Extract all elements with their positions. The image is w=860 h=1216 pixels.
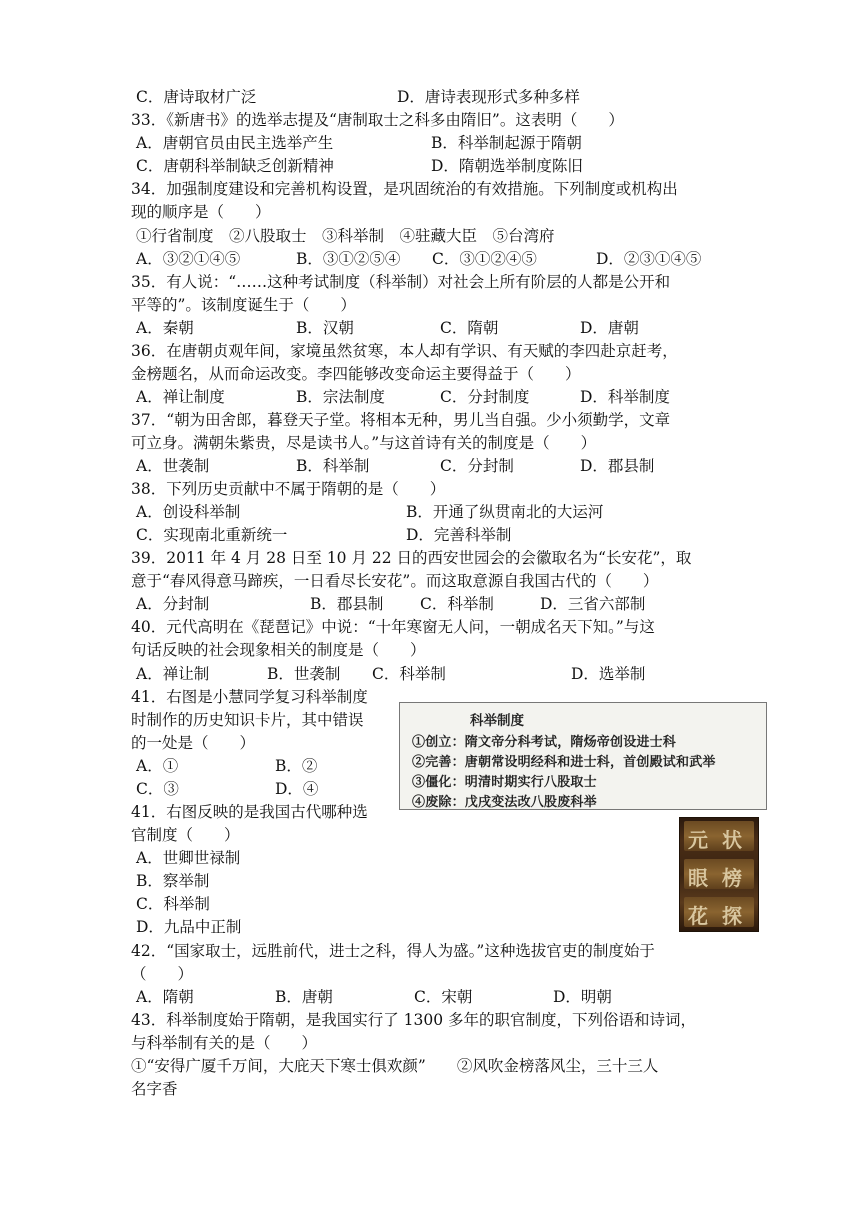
text-line: C．科举制 [372, 665, 446, 683]
text-line: D．完善科举制 [406, 526, 512, 544]
text-line: 金榜题名，从而命运改变。李四能够改变命运主要得益于（ ） [131, 365, 581, 383]
text-line: C．科举制 [420, 595, 494, 613]
plaque-glyph: 花 [688, 904, 708, 928]
text-line: C．分封制 [440, 457, 514, 475]
text-line: A．隋朝 [136, 988, 194, 1006]
text-line: 35．有人说：“……这种考试制度（科举制）对社会上所有阶层的人都是公开和 [131, 273, 671, 291]
text-line: B．察举制 [136, 872, 210, 890]
text-line: 33．《新唐书》的选举志提及“唐制取士之科多由隋旧”。这表明（ ） [131, 111, 624, 129]
text-line: 名字香 [131, 1080, 178, 1098]
text-line: B．世袭制 [267, 665, 341, 683]
card-row-4: ④废除：戊戌变法改八股废科举 [412, 795, 597, 810]
card-row-2: ②完善：唐朝常设明经科和进士科，首创殿试和武举 [412, 755, 716, 770]
text-line: D．明朝 [553, 988, 612, 1006]
card-row-1: ①创立：隋文帝分科考试，隋炀帝创设进士科 [412, 735, 677, 750]
text-line: 40．元代高明在《琵琶记》中说：“十年寒窗无人问，一朝成名天下知。”与这 [131, 618, 655, 636]
plaque-glyph: 状 [722, 828, 742, 852]
text-line: C．科举制 [136, 895, 210, 913]
text-line: B．科举制起源于隋朝 [431, 134, 582, 152]
text-line: 平等的”。该制度诞生于（ ） [131, 296, 356, 314]
text-line: 官制度（ ） [131, 826, 240, 844]
text-line: A．世卿世禄制 [136, 849, 241, 867]
card-row-3: ③僵化：明清时期实行八股取士 [412, 775, 597, 790]
text-line: C．隋朝 [440, 319, 499, 337]
text-line: 34．加强制度建设和完善机构设置，是巩固统治的有效措施。下列制度或机构出 [131, 180, 678, 198]
card-title: 科举制度 [470, 713, 524, 729]
text-line: ①“安得广厦千万间，大庇天下寒士俱欢颜” ②风吹金榜落风尘，三十三人 [131, 1057, 659, 1075]
text-line: B．开通了纵贯南北的大运河 [406, 503, 604, 521]
plaque-glyph: 探 [722, 904, 742, 928]
text-line: A．唐朝官员由民主选举产生 [136, 134, 334, 152]
text-line: A．③②①④⑤ [136, 250, 241, 268]
text-line: 41．右图是小慧同学复习科举制度 [131, 688, 368, 706]
text-line: D．隋朝选举制度陈旧 [431, 157, 583, 175]
text-line: C．唐诗取材广泛 [136, 88, 257, 106]
text-line: A．① [136, 757, 179, 775]
text-line: D．九品中正制 [136, 918, 242, 936]
text-line: D．郡县制 [580, 457, 655, 475]
text-line: B．汉朝 [296, 319, 354, 337]
text-line: D．唐诗表现形式多种多样 [397, 88, 580, 106]
text-line: B．② [275, 757, 318, 775]
text-line: 可立身。满朝朱紫贵，尽是读书人。”与这首诗有关的制度是（ ） [131, 434, 597, 452]
scholar-plaque-image [679, 817, 759, 932]
text-line: 38．下列历史贡献中不属于隋朝的是（ ） [131, 480, 446, 498]
text-line: 43．科举制度始于隋朝，是我国实行了 1300 多年的职官制度，下列俗语和诗词， [131, 1011, 697, 1029]
text-line: C．③①②④⑤ [432, 250, 537, 268]
text-line: 现的顺序是（ ） [131, 203, 271, 221]
text-line: 36．在唐朝贞观年间，家境虽然贫寒，本人却有学识、有天赋的李四赴京赶考， [131, 342, 678, 360]
text-line: 41．右图反映的是我国古代哪种选 [131, 803, 368, 821]
text-line: B．③①②⑤④ [296, 250, 401, 268]
text-line: ①行省制度 ②八股取士 ③科举制 ④驻藏大臣 ⑤台湾府 [136, 227, 555, 245]
text-line: D．三省六部制 [540, 595, 646, 613]
text-line: A．世袭制 [136, 457, 210, 475]
text-line: 句话反映的社会现象相关的制度是（ ） [131, 641, 426, 659]
text-line: D．科举制度 [580, 388, 670, 406]
text-line: A．禅让制 [136, 665, 210, 683]
text-line: B．科举制 [296, 457, 370, 475]
text-line: C．实现南北重新统一 [136, 526, 288, 544]
plaque-glyph: 眼 [688, 866, 708, 890]
text-line: D．选举制 [571, 665, 646, 683]
knowledge-card-image [399, 702, 767, 810]
plaque-glyph: 榜 [722, 866, 742, 890]
text-line: B．唐朝 [275, 988, 333, 1006]
text-line: 意于“春风得意马蹄疾，一日看尽长安花”。而这取意源自我国古代的（ ） [131, 572, 659, 590]
text-line: 与科举制有关的是（ ） [131, 1034, 318, 1052]
text-line: 37．“朝为田舍郎，暮登天子堂。将相本无种，男儿当自强。少小须勤学，文章 [131, 411, 671, 429]
text-line: 39．2011 年 4 月 28 日至 10 月 22 日的西安世园会的会徽取名为“长安花”，取 [131, 549, 692, 567]
text-line: 时制作的历史知识卡片，其中错误 [131, 711, 364, 729]
text-line: B．宗法制度 [296, 388, 385, 406]
text-line: A．禅让制度 [136, 388, 225, 406]
text-line: C．唐朝科举制缺乏创新精神 [136, 157, 334, 175]
text-line: A．秦朝 [136, 319, 194, 337]
text-line: A．创设科举制 [136, 503, 241, 521]
text-line: 42．“国家取士，远胜前代，进士之科，得人为盛。”这种选拔官吏的制度始于 [131, 942, 655, 960]
text-line: D．②③①④⑤ [596, 250, 702, 268]
text-line: A．分封制 [136, 595, 210, 613]
text-line: D．④ [275, 780, 319, 798]
text-line: C．③ [136, 780, 179, 798]
text-line: C．宋朝 [414, 988, 473, 1006]
text-line: 的一处是（ ） [131, 734, 256, 752]
text-line: D．唐朝 [580, 319, 639, 337]
text-line: B．郡县制 [310, 595, 384, 613]
text-line: （ ） [131, 965, 194, 983]
text-line: C．分封制度 [440, 388, 530, 406]
plaque-glyph: 元 [688, 828, 708, 852]
